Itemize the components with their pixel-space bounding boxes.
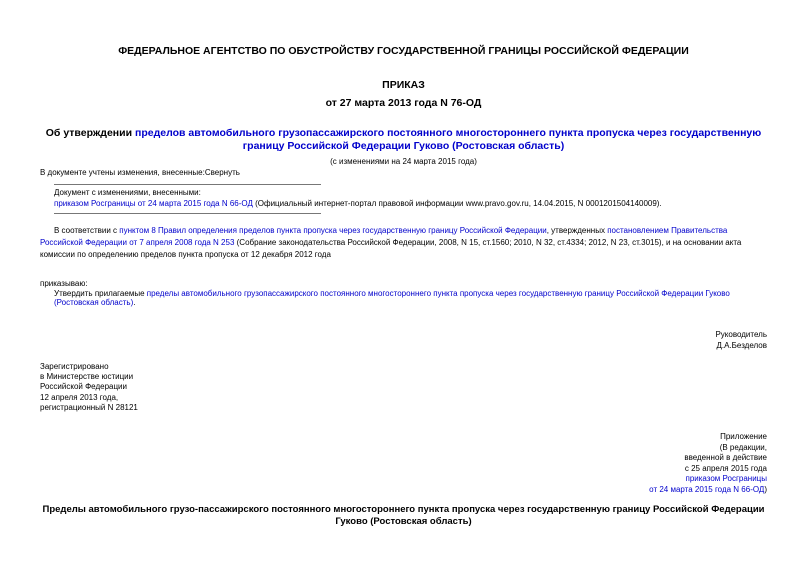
- registration-line: в Министерстве юстиции: [40, 372, 134, 382]
- preamble-paragraph: [40, 225, 767, 261]
- appendix-line: (В редакции,: [719, 442, 767, 452]
- divider-top: [54, 184, 321, 185]
- order-word: приказываю:: [40, 279, 88, 288]
- registration-line: Зарегистрировано: [40, 362, 109, 371]
- signature-block: [715, 329, 767, 351]
- agency-heading: ФЕДЕРАЛЬНОЕ АГЕНТСТВО ПО ОБУСТРОЙСТВУ ГОСУДАРСТВЕННОЙ ГРАНИЦЫ РОССИЙСКОЙ ФЕДЕРАЦИИ: [118, 45, 689, 57]
- preamble-part1: В соответствии с: [54, 226, 120, 235]
- appendix-title: Пределы автомобильного грузо-пассажирского постоянного многостороннего пункта пропуска через государственную границу Российской Федерации Гуково (Ростовская область): [42, 504, 765, 527]
- appendix-block: [649, 432, 767, 495]
- changes-intro-text: В документе учтены изменения, внесенные:: [40, 168, 205, 177]
- rules-point-link[interactable]: пунктом 8 Правил определения пределов пункта пропуска через государственную границу Российской Федерации: [119, 226, 547, 235]
- title-prefix: Об утверждении: [45, 127, 135, 139]
- document-title: [40, 127, 767, 153]
- changes-intro: [40, 168, 240, 177]
- preamble-part3: (Собрание законодательства Российской Федерации, 2008, N 15, ст.1560; 2010, N 32, ст.4334; 2012, N 23, ст.3015), и на основании акта комиссии по определению пределов пункта пропуска от 12 декабря 2012 года: [40, 238, 742, 259]
- registration-block: [40, 362, 138, 413]
- signer-name: Д.А.Безделов: [716, 341, 767, 350]
- registration-line: регистрационный N 28121: [40, 402, 138, 412]
- changes-source: [54, 198, 662, 209]
- registration-line: 12 апреля 2013 года,: [40, 392, 119, 402]
- doc-date-number: от 27 марта 2013 года N 76-ОД: [325, 97, 482, 109]
- approve-suffix: .: [133, 298, 136, 307]
- approve-limits-link[interactable]: пределы автомобильного грузопассажирского постоянного многостороннего пункта пропуска через государственную границу Российской Федерации Гуково (Ростовская область): [54, 289, 730, 307]
- appendix-line: с 25 апреля 2015 года: [684, 463, 767, 473]
- changes-doc-label: Документ с изменениями, внесенными:: [54, 188, 201, 197]
- approve-paragraph: [54, 289, 767, 307]
- appendix-line: введенной в действие: [684, 453, 767, 462]
- divider-bottom: [54, 213, 321, 214]
- appendix-close-paren: ): [764, 484, 767, 494]
- appendix-order-date-link[interactable]: от 24 марта 2015 года N 66-ОД: [649, 484, 765, 494]
- government-decree-link[interactable]: постановлением Правительства Российской Федерации от 7 апреля 2008 года N 253: [40, 226, 728, 247]
- signer-position: Руководитель: [715, 330, 767, 339]
- approve-prefix: Утвердить прилагаемые: [54, 289, 147, 298]
- changes-order-link[interactable]: приказом Росграницы от 24 марта 2015 года N 66-ОД: [54, 199, 253, 208]
- revision-note: (с изменениями на 24 марта 2015 года): [330, 157, 477, 166]
- appendix-line: Приложение: [720, 432, 767, 441]
- preamble-part2: , утвержденных: [546, 226, 608, 235]
- collapse-link[interactable]: Свернуть: [204, 168, 240, 177]
- changes-source-text: (Официальный интернет-портал правовой информации www.pravo.gov.ru, 14.04.2015, N 0001201504140009).: [252, 199, 662, 208]
- doc-type-heading: ПРИКАЗ: [382, 79, 425, 91]
- title-link[interactable]: пределов автомобильного грузопассажирского постоянного многостороннего пункта пропуска через государственную границу Российской Федерации Гуково (Ростовская область): [134, 127, 762, 152]
- registration-line: Российской Федерации: [40, 382, 127, 392]
- appendix-order-link[interactable]: приказом Росграницы: [685, 474, 767, 483]
- changes-block: [54, 187, 662, 209]
